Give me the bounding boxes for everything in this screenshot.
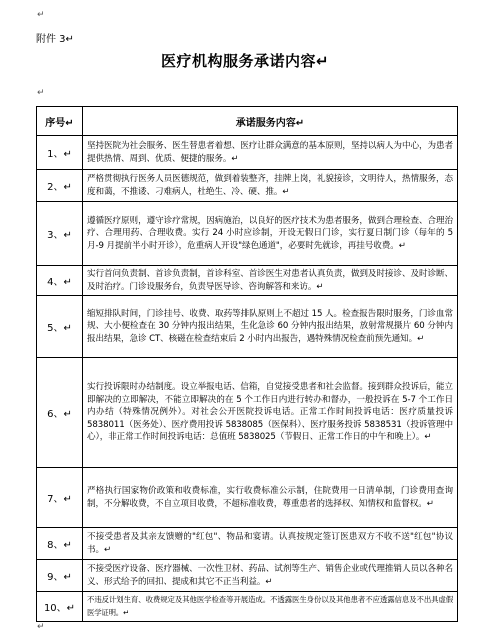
row-content: 缩短排队时间，门诊挂号、收费、取药等排队原则上不超过 15 人。检查报告限时服务，门诊血常规、大小便检查在 30 分钟内报出结果，生化急诊 60 分钟内报出结果，放射常规摄片 60 分钟内报出结果，急诊 CT、核磁在检查结束后 2 小时内出报告，遇特殊情况检查前预先通知。↵	[83, 296, 458, 358]
row-content: 严格贯彻执行医务人员医德规范，做到着装整齐，挂牌上岗，礼貌接诊，文明待人，热情服务，态度和蔼，不推诿、刁难病人，杜绝生、冷、硬、推。↵	[83, 170, 458, 202]
row-content: 实行首问负责制、首诊负责制，首诊科室、首诊医生对患者认真负责，做到及时接诊、及时诊断、及时治疗。门诊设服务台，负责导医导诊、咨询解答和来访。↵	[83, 266, 458, 296]
row-content: 坚持医院为社会服务、医生替患者着想、医疗让群众满意的基本原则，坚持以病人为中心，为患者提供热情、周到、优质、便捷的服务。↵	[83, 136, 458, 170]
row-number: 4、↵	[37, 266, 83, 296]
service-pledge-table	[36, 106, 458, 622]
row-content: 不接受医疗设备、医疗器械、一次性卫材、药品、试剂等生产、销售企业或代理推销人员以各种名义、形式给予的回扣、提成和其它不正当利益。↵	[83, 560, 458, 592]
table-row	[37, 202, 458, 266]
row-number: 8、↵	[37, 528, 83, 560]
table-row	[37, 528, 458, 560]
table-row	[37, 136, 458, 170]
page-title: 医疗机构服务承诺内容↵	[160, 52, 330, 70]
row-number: 5、↵	[37, 296, 83, 358]
row-content: 不接受患者及其亲友馈赠的"红包"、物品和宴请。认真按规定签订医患双方不收不送"红包"协议书。↵	[83, 528, 458, 560]
table-row	[37, 170, 458, 202]
row-number: 7、↵	[37, 468, 83, 528]
row-number: 1、↵	[37, 136, 83, 170]
annex-label: 附件 3↵	[36, 34, 74, 45]
table-row	[37, 358, 458, 468]
table-row	[37, 296, 458, 358]
paragraph-mark: ↵	[37, 88, 45, 98]
row-content: 不违反计划生育、收费规定及其他医学检查等开展造成。不透露医生身份以及其他患者不应透露信息及不出具虚假医学证明。↵	[83, 592, 458, 622]
table-row	[37, 560, 458, 592]
row-number: 2、↵	[37, 170, 83, 202]
table-row	[37, 266, 458, 296]
table-header-row	[37, 107, 458, 136]
paragraph-mark: ↵	[37, 622, 45, 632]
row-number: 6、↵	[37, 358, 83, 468]
table-row	[37, 468, 458, 528]
header-content: 承诺服务内容↵	[83, 107, 458, 136]
table-row	[37, 592, 458, 622]
row-content: 严格执行国家物价政策和收费标准，实行收费标准公示制，住院费用一日清单制，门诊费用查询制，不分解收费，不自立项目收费，不超标准收费，尊重患者的选择权、知情权和监督权。↵	[83, 468, 458, 528]
row-content: 实行投诉限时办结制度。设立举报电话、信箱，自觉接受患者和社会监督。接到群众投诉后，能立即解决的立即解决，不能立即解决的在 5 个工作日内进行转办和督办，一般投诉在 5-7 个工作日内办结（特殊情况例外）。对社会公开医院投诉电话。正常工作时间投诉电话：医疗质量投诉 5838011（医务处）、医疗费用投诉 5838085（医保科）、医疗服务投诉 5838531（投诉管理中心），非正常工作时间投诉电话：总值班 5838025（节假日、正常工作日的中午和晚上）。↵	[83, 358, 458, 468]
row-number: 9、↵	[37, 560, 83, 592]
paragraph-mark: ↵	[37, 10, 45, 20]
row-content: 遵循医疗原则，遵守诊疗常规，因病施治，以良好的医疗技术为患者服务，做到合理检查、合理治疗、合理用药、合理收费。实行 24 小时应诊制，开设无假日门诊，实行夏日制门诊（每年的 5 月-9 月提前半小时开诊），危重病人开设"绿色通道"，必要时先就诊，再挂号收费。↵	[83, 202, 458, 266]
row-number: 10、↵	[37, 592, 83, 622]
header-number: 序号↵	[37, 107, 83, 136]
row-number: 3、↵	[37, 202, 83, 266]
